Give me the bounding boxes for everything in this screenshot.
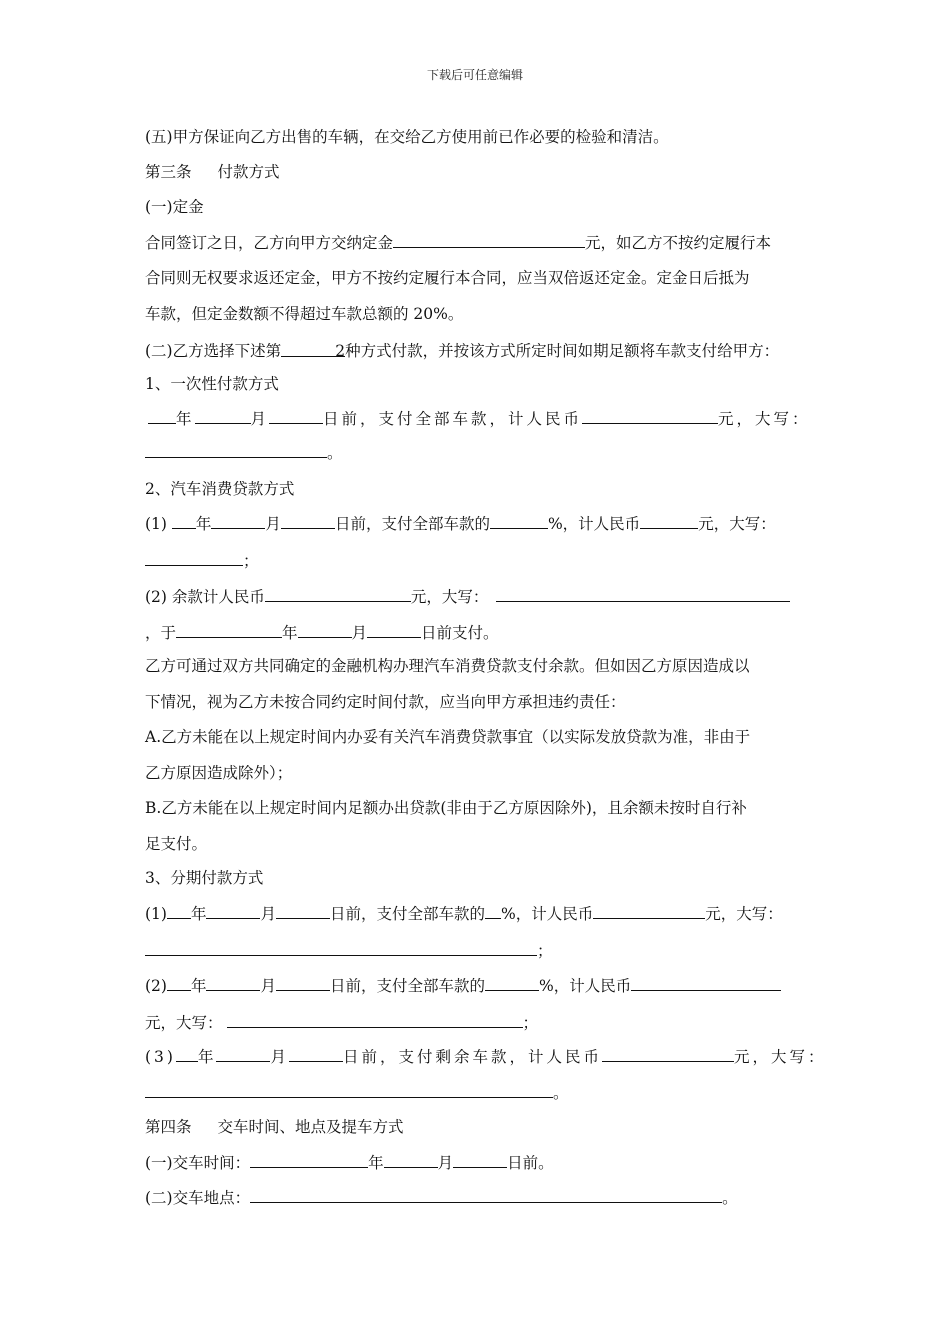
blank-field[interactable] [269,408,323,424]
blank-field[interactable] [490,513,548,529]
clause-line [145,586,790,607]
blank-field[interactable] [145,442,327,458]
text: 日前，支付剩余车款，计人民币 [343,1048,603,1066]
clause-line [145,513,776,534]
article-number: 第三条 [145,163,192,181]
text: 月 [265,515,281,533]
clause-line: 乙方原因造成除外）； [145,764,293,782]
blank-field[interactable] [265,586,411,602]
article-heading [145,162,280,182]
blank-field[interactable] [176,1046,198,1062]
text: %，计人民币 [501,905,594,923]
clause-line [145,975,781,996]
clause-line [145,550,259,571]
text: 元，大写： [734,1048,827,1066]
text: 年 [282,624,298,642]
text: 日前。 [507,1154,554,1172]
blank-field[interactable] [496,586,790,602]
payment-option-value: 2 [335,342,346,360]
section-heading: (一)定金 [145,198,204,216]
clause-line [145,1187,738,1208]
blank-field[interactable] [393,232,585,248]
blank-field[interactable] [145,550,243,566]
subsection-heading: 1、一次性付款方式 [145,375,279,393]
text: (3) [145,1048,176,1066]
blank-field[interactable] [145,940,537,956]
text: 日前，支付全部车款的 [330,905,486,923]
blank-field[interactable] [167,903,191,919]
text: %，计人民币 [547,515,641,533]
article-title: 付款方式 [217,163,280,181]
clause-line [145,442,343,463]
clause-line [145,622,499,643]
text: 年 [197,1048,217,1066]
blank-field[interactable] [206,903,260,919]
text: 日前，支付全部车款，计人民币 [323,410,583,428]
text: 月 [260,905,276,923]
text: 月 [351,624,368,642]
blank-field[interactable] [176,622,282,638]
article-heading [145,1117,404,1137]
blank-field[interactable] [250,1187,722,1203]
blank-field[interactable] [384,1152,438,1168]
text: 。 [327,444,343,462]
clause-line: 足支付。 [145,835,208,853]
clause-line [145,1152,554,1173]
blank-field[interactable] [298,622,352,638]
text: (2) 余款计人民币 [145,588,265,606]
text: 合同签订之日，乙方向甲方交纳定金 [145,234,394,252]
blank-field[interactable] [250,1152,368,1168]
text: 月 [260,977,276,995]
clause-line [145,1082,569,1103]
blank-field[interactable] [289,1046,343,1062]
text: ，于 [145,624,177,642]
blank-field[interactable] [276,903,330,919]
text: 元，大写： [705,905,783,923]
blank-field[interactable] [167,975,191,991]
blank-field[interactable] [582,408,718,424]
clause-line: 车款，但定金数额不得超过车款总额的 20%。 [145,305,464,323]
text: 种方式付款，并按该方式所定时间如期足额将车款支付给甲方： [345,342,780,360]
text: 年 [195,515,212,533]
clause-line [145,940,553,961]
text: %，计人民币 [539,977,632,995]
clause-line: 合同则无权要求返还定金，甲方不按约定履行本合同，应当双倍返还定金。定金日后抵为 [145,269,750,287]
clause-line [145,232,771,253]
text: 日前，支付全部车款的 [330,977,486,995]
blank-field[interactable] [485,903,501,919]
text: 年 [176,410,195,428]
text: ； [537,942,553,960]
page-header: 下载后可任意编辑 [426,68,523,82]
clause-line: A.乙方未能在以上规定时间内办妥有关汽车消费贷款事宜（以实际发放贷款为准，非由于 [145,728,751,746]
text: 元，大写： [145,1014,223,1032]
text: 元，大写： [718,410,811,428]
blank-field[interactable] [227,1012,523,1028]
text: 元，如乙方不按约定履行本 [585,234,772,252]
text: 元，大写： [698,515,776,533]
article-number: 第四条 [145,1118,192,1136]
blank-field[interactable] [631,975,781,991]
text: ； [243,552,259,570]
text: (二)乙方选择下述第 [145,342,282,360]
clause-line: B.乙方未能在以上规定时间内足额办出贷款(非由于乙方原因除外)，且余额未按时自行补 [145,799,747,817]
text: 元，大写： [410,588,489,606]
text: 月 [270,1048,289,1066]
text: (1) [145,905,167,923]
article-title: 交车时间、地点及提车方式 [217,1118,404,1136]
clause-line [145,903,783,924]
blank-field[interactable] [172,513,196,529]
payment-option-field[interactable] [281,341,346,360]
text: ； [522,1014,539,1032]
clause-line: (五)甲方保证向乙方出售的车辆，在交给乙方使用前已作必要的检验和清洁。 [145,128,669,146]
blank-field[interactable] [216,1046,270,1062]
clause-line: 乙方可通过双方共同确定的金融机构办理汽车消费贷款支付余款。但如因乙方原因造成以 [145,657,750,675]
text: (二)交车地点： [145,1189,251,1207]
blank-field[interactable] [593,903,705,919]
text: 。 [553,1084,569,1102]
clause-line [145,1046,827,1067]
clause-line [145,1012,538,1033]
text: (一)交车时间： [145,1154,251,1172]
blank-field[interactable] [211,513,265,529]
blank-field[interactable] [640,513,698,529]
clause-line [145,341,779,361]
subsection-heading: 2、汽车消费贷款方式 [145,480,295,498]
text: 。 [722,1189,738,1207]
blank-field[interactable] [281,513,335,529]
blank-field[interactable] [195,408,251,424]
blank-field[interactable] [145,1082,553,1098]
text: 日前，支付全部车款的 [334,515,490,533]
text: 月 [437,1154,454,1172]
subsection-heading: 3、分期付款方式 [145,869,264,887]
text: 年 [368,1154,384,1172]
blank-field[interactable] [148,408,176,424]
blank-field[interactable] [485,975,539,991]
clause-line: 下情况，视为乙方未按合同约定时间付款，应当向甲方承担违约责任： [145,693,626,711]
text: (2) [145,977,167,995]
text: (1) [145,515,167,533]
text: 日前支付。 [421,624,499,642]
blank-field[interactable] [206,975,260,991]
clause-line [145,408,811,429]
blank-field[interactable] [367,622,421,638]
text: 年 [190,977,207,995]
blank-field[interactable] [602,1046,734,1062]
text: 年 [190,905,207,923]
blank-field[interactable] [453,1152,507,1168]
text: 月 [250,410,270,428]
blank-field[interactable] [276,975,330,991]
